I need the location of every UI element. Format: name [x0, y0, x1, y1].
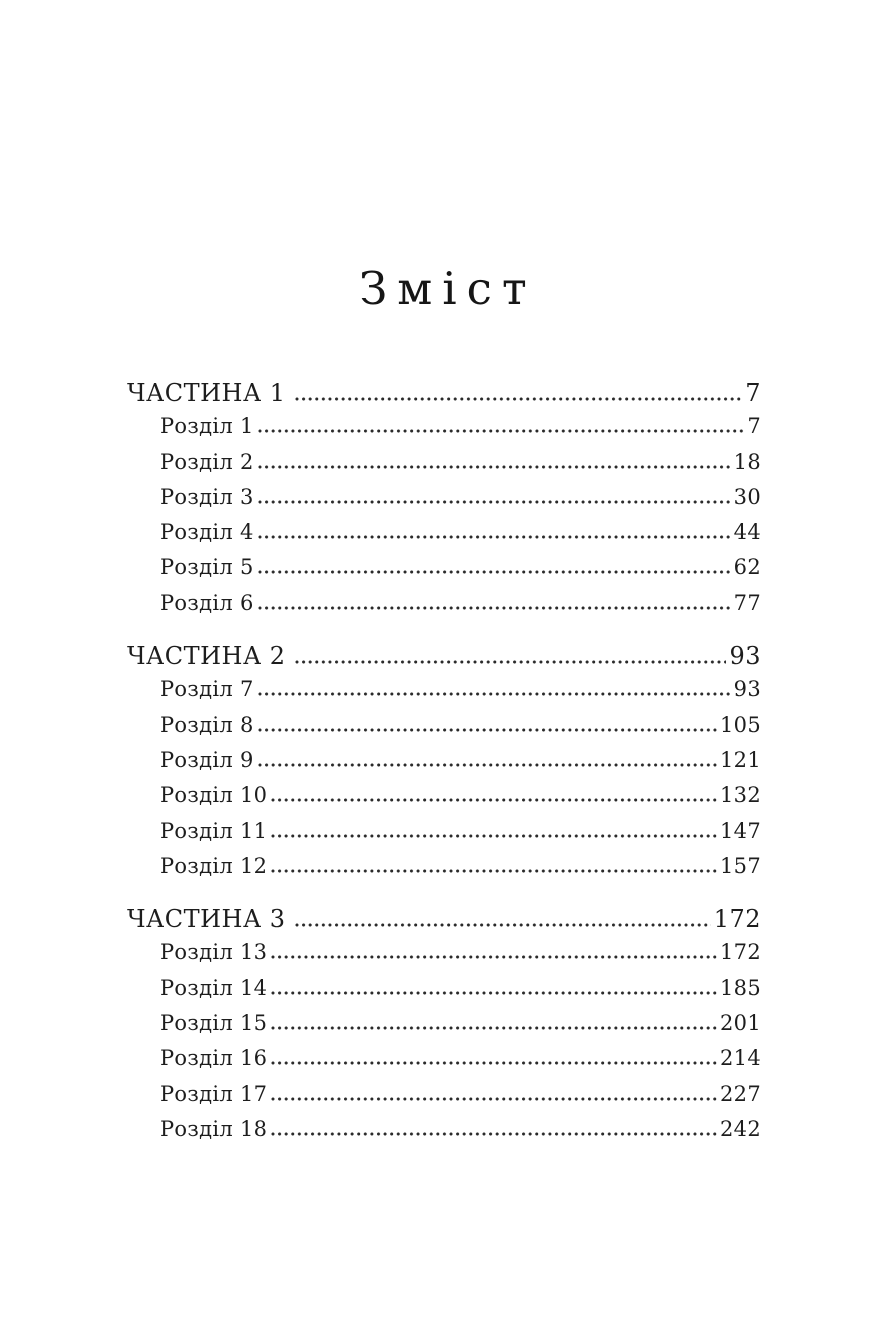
- page-title: Зміст: [359, 262, 537, 315]
- toc-chapter-label: Розділ 13: [160, 940, 268, 965]
- toc-part-page-number: 93: [729, 642, 761, 671]
- toc-chapter-label: Розділ 1: [160, 414, 254, 439]
- toc-chapter-label: Розділ 6: [160, 590, 254, 615]
- toc-chapter-label: Розділ 5: [160, 555, 254, 580]
- dot-leader: [271, 798, 717, 802]
- toc-chapter-label: Розділ 4: [160, 520, 254, 545]
- toc-part-row[interactable]: [127, 379, 761, 414]
- toc-chapter-label: Розділ 11: [160, 818, 268, 843]
- dot-leader: [271, 1061, 717, 1065]
- toc-chapter-row[interactable]: [127, 591, 761, 626]
- dot-leader: [295, 923, 711, 927]
- toc-chapter-page-number: 30: [733, 484, 761, 509]
- toc-chapter-row[interactable]: [127, 819, 761, 854]
- toc-chapter-row[interactable]: [127, 450, 761, 485]
- toc-chapter-page-number: 7: [747, 414, 761, 439]
- toc-section: [127, 379, 761, 626]
- toc-chapter-page-number: 201: [720, 1011, 761, 1036]
- toc-chapter-row[interactable]: [127, 748, 761, 783]
- dot-leader: [258, 500, 731, 504]
- toc-chapter-label: Розділ 17: [160, 1081, 268, 1106]
- toc-part-row[interactable]: [127, 642, 761, 677]
- toc-chapter-label: Розділ 9: [160, 747, 254, 772]
- dot-leader: [258, 570, 731, 574]
- toc-chapter-page-number: 242: [720, 1116, 761, 1141]
- toc-chapter-row[interactable]: [127, 713, 761, 748]
- dot-leader: [258, 535, 731, 539]
- toc-chapter-label: Розділ 15: [160, 1011, 268, 1036]
- toc-chapter-row[interactable]: [127, 940, 761, 975]
- dot-leader: [295, 660, 727, 664]
- toc-chapter-label: Розділ 10: [160, 783, 268, 808]
- toc-chapter-page-number: 77: [733, 590, 761, 615]
- table-of-contents: [127, 379, 761, 1152]
- toc-part-label: ЧАСТИНА 1: [127, 379, 286, 407]
- dot-leader: [258, 465, 731, 469]
- toc-chapter-label: Розділ 12: [160, 853, 268, 878]
- toc-chapter-row[interactable]: [127, 555, 761, 590]
- toc-chapter-page-number: 62: [733, 555, 761, 580]
- toc-chapter-page-number: 185: [720, 975, 761, 1000]
- dot-leader: [271, 991, 717, 995]
- toc-chapter-page-number: 121: [720, 747, 761, 772]
- dot-leader: [258, 606, 731, 610]
- toc-chapter-label: Розділ 8: [160, 712, 254, 737]
- toc-chapter-row[interactable]: [127, 976, 761, 1011]
- dot-leader: [271, 1097, 717, 1101]
- toc-chapter-label: Розділ 14: [160, 975, 268, 1000]
- dot-leader: [295, 397, 743, 401]
- toc-part-page-number: 172: [713, 905, 761, 934]
- toc-section: [127, 642, 761, 889]
- toc-chapter-row[interactable]: [127, 854, 761, 889]
- toc-chapter-row[interactable]: [127, 1082, 761, 1117]
- toc-chapter-page-number: 147: [720, 818, 761, 843]
- toc-chapter-row[interactable]: [127, 520, 761, 555]
- toc-chapter-row[interactable]: [127, 1011, 761, 1046]
- toc-part-row[interactable]: [127, 905, 761, 940]
- toc-chapter-list: [127, 414, 761, 626]
- toc-chapter-page-number: 93: [733, 677, 761, 702]
- toc-part-page-number: 7: [745, 379, 761, 407]
- toc-chapter-page-number: 157: [720, 853, 761, 878]
- toc-chapter-row[interactable]: [127, 485, 761, 520]
- toc-chapter-row[interactable]: [127, 414, 761, 449]
- toc-part-label: ЧАСТИНА 2: [127, 642, 286, 671]
- toc-chapter-list: [127, 940, 761, 1152]
- dot-leader: [258, 692, 731, 696]
- toc-part-label: ЧАСТИНА 3: [127, 905, 286, 934]
- dot-leader: [271, 869, 717, 873]
- toc-chapter-list: [127, 677, 761, 889]
- toc-chapter-row[interactable]: [127, 1117, 761, 1152]
- toc-section: [127, 905, 761, 1152]
- toc-chapter-page-number: 172: [720, 940, 761, 965]
- toc-chapter-label: Розділ 3: [160, 484, 254, 509]
- toc-chapter-page-number: 227: [720, 1081, 761, 1106]
- dot-leader: [258, 763, 717, 767]
- toc-chapter-page-number: 132: [720, 783, 761, 808]
- dot-leader: [271, 1132, 717, 1136]
- toc-chapter-row[interactable]: [127, 783, 761, 818]
- dot-leader: [271, 834, 717, 838]
- dot-leader: [258, 429, 745, 433]
- dot-leader: [258, 728, 717, 732]
- toc-chapter-label: Розділ 18: [160, 1116, 268, 1141]
- dot-leader: [271, 955, 717, 959]
- toc-chapter-row[interactable]: [127, 1046, 761, 1081]
- toc-chapter-label: Розділ 2: [160, 449, 254, 474]
- toc-chapter-label: Розділ 16: [160, 1046, 268, 1071]
- dot-leader: [271, 1026, 717, 1030]
- toc-chapter-page-number: 105: [720, 712, 761, 737]
- toc-chapter-page-number: 44: [733, 520, 761, 545]
- toc-chapter-row[interactable]: [127, 677, 761, 712]
- toc-chapter-label: Розділ 7: [160, 677, 254, 702]
- toc-chapter-page-number: 214: [720, 1046, 761, 1071]
- toc-chapter-page-number: 18: [733, 449, 761, 474]
